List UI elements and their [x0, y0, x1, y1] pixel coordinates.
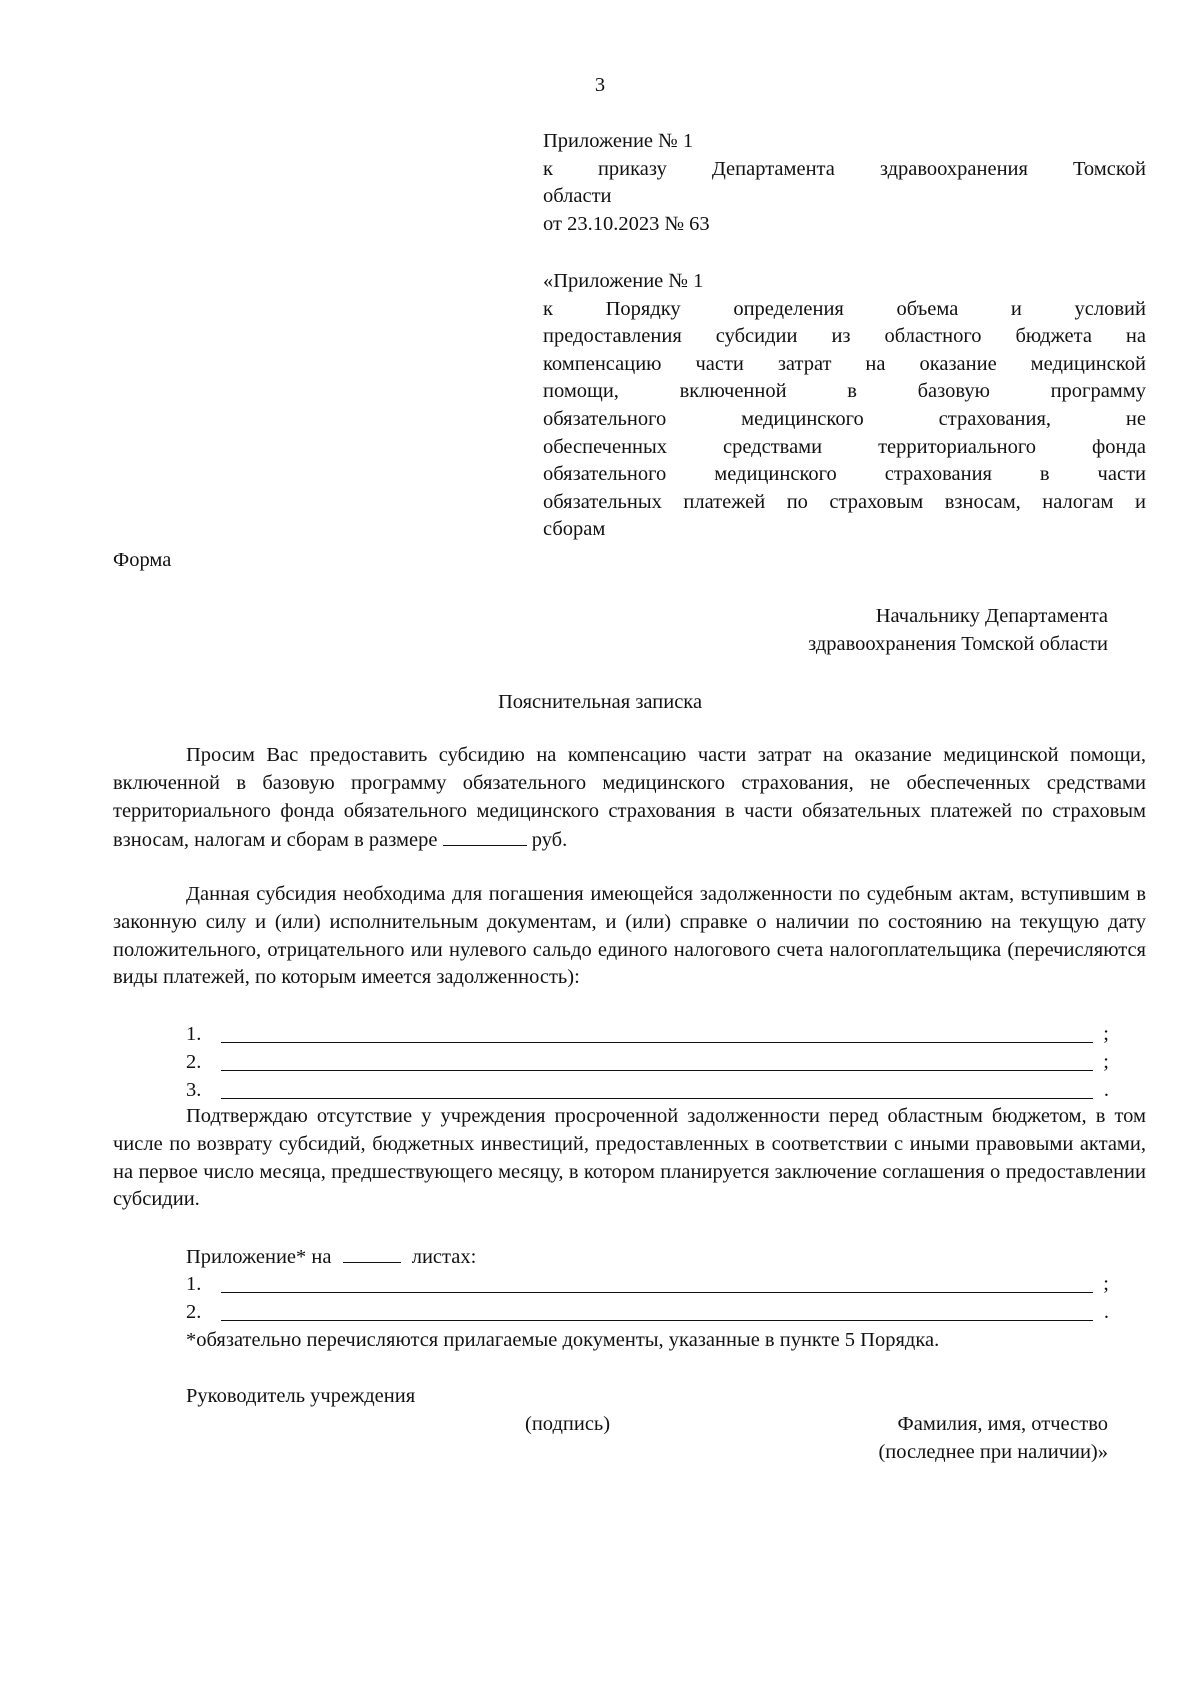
fill-line[interactable]	[221, 1292, 1093, 1293]
appendix-ref-line: сборам	[543, 518, 606, 541]
item-number: 3.	[186, 1079, 202, 1101]
item-end: ;	[1103, 1023, 1109, 1045]
appendix-header-line: Приложение № 1	[543, 130, 694, 152]
form-label: Форма	[113, 549, 172, 571]
appendix-ref-line: помощи, включенной в базовую программу	[543, 380, 1146, 403]
page-number: 3	[594, 74, 606, 96]
appendix-ref-line: обязательных платежей по страховым взносам, налогам и	[543, 490, 1146, 513]
signature-label: (подпись)	[525, 1413, 611, 1435]
appendix-ref-line: «Приложение № 1	[543, 270, 704, 292]
attachment-footnote: *обязательно перечисляются прилагаемые документы, указанные в пункте 5 Порядка.	[186, 1329, 940, 1351]
sheets-count-blank[interactable]	[343, 1242, 401, 1263]
appendix-header	[543, 128, 1146, 238]
item-number: 1.	[186, 1023, 202, 1045]
fill-line[interactable]	[221, 1098, 1093, 1099]
appendix-ref-line: к Порядку определения объема и условий	[543, 297, 1146, 320]
name-label-line: Фамилия, имя, отчество	[897, 1413, 1108, 1435]
addressee-line: Начальнику Департамента	[875, 605, 1108, 627]
paragraph-text: Просим Вас предоставить субсидию на компенсацию части затрат на оказание медицинской помощи, включенной в базовую программу обязательного медицинского страхования, не обеспеченных средствами территориального фонда обязательного медицинского страхования в части обязательных платежей по страховым взносам, налогам и сборам в размере	[113, 744, 1146, 852]
appendix-ref-line: обязательного медицинского страхования, не	[543, 407, 1146, 430]
item-number: 2.	[186, 1301, 202, 1323]
appendix-header-line: к приказу Департамента здравоохранения Томской	[543, 157, 1146, 180]
addressee	[808, 602, 1108, 658]
amount-blank[interactable]	[443, 825, 527, 846]
appendix-header-line: от 23.10.2023 № 63	[543, 212, 710, 235]
item-end: ;	[1103, 1051, 1109, 1073]
appendix-ref-line: компенсацию части затрат на оказание медицинской	[543, 352, 1146, 375]
debt-item	[186, 1048, 1109, 1076]
attachment-line	[186, 1242, 476, 1271]
fill-line[interactable]	[221, 1070, 1093, 1071]
debt-item	[186, 1076, 1109, 1104]
name-label-line: (последнее при наличии)»	[878, 1441, 1108, 1463]
paragraph-text: Подтверждаю отсутствие у учреждения просроченной задолженности перед областным бюджетом, в том числе по возврату субсидий, бюджетных инвестиций, предоставленных в соответствии с иными правовыми актами, на первое число месяца, предшествующего месяцу, в котором планируется заключение соглашения о предоставлении субсидии.	[113, 1105, 1146, 1211]
appendix-ref-line: обязательного медицинского страхования в части	[543, 463, 1146, 486]
item-number: 2.	[186, 1051, 202, 1073]
attachment-item	[186, 1298, 1109, 1326]
document-title: Пояснительная записка	[497, 691, 703, 713]
paragraph-request	[113, 742, 1146, 855]
item-end: .	[1103, 1301, 1109, 1323]
appendix-ref-line: предоставления субсидии из областного бюджета на	[543, 325, 1146, 348]
head-label: Руководитель учреждения	[186, 1385, 416, 1407]
item-number: 1.	[186, 1273, 202, 1295]
paragraph-purpose	[113, 881, 1146, 992]
appendix-ref-line: обеспеченных средствами территориального фонда	[543, 435, 1146, 458]
appendix-reference	[543, 268, 1146, 544]
fill-line[interactable]	[221, 1320, 1093, 1321]
fill-line[interactable]	[221, 1042, 1093, 1043]
paragraph-confirmation	[113, 1103, 1146, 1214]
item-end: .	[1103, 1079, 1109, 1101]
appendix-header-line: области	[543, 185, 612, 208]
attachment-suffix: листах:	[411, 1246, 477, 1268]
debt-item	[186, 1020, 1109, 1048]
name-label	[878, 1410, 1108, 1466]
addressee-line: здравоохранения Томской области	[808, 633, 1108, 655]
currency-label: руб.	[531, 829, 568, 852]
attachment-prefix: Приложение* на	[186, 1246, 332, 1268]
item-end: ;	[1103, 1273, 1109, 1295]
attachment-item	[186, 1270, 1109, 1298]
paragraph-text: Данная субсидия необходима для погашения имеющейся задолженности по судебным актам, вступившим в законную силу и (или) исполнительным документам, и (или) справке о наличии по состоянию на текущую дату положительного, отрицательного или нулевого сальдо единого налогового счета налогоплательщика (перечисляются виды платежей, по которым имеется задолженность):	[113, 883, 1146, 989]
